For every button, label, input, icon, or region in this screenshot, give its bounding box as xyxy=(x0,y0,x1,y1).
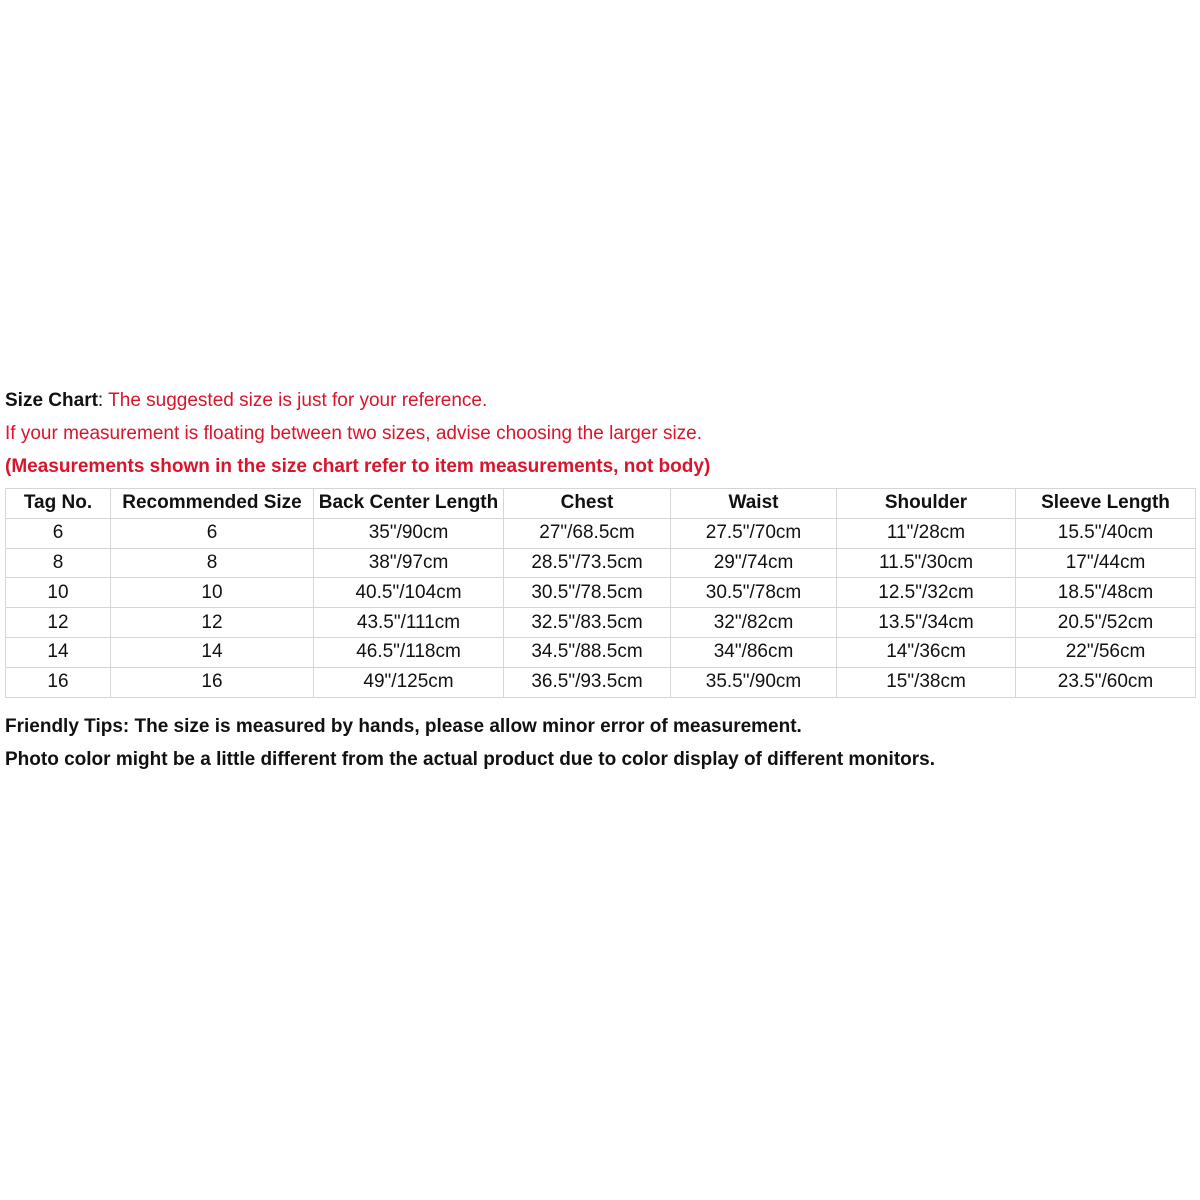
cell-sleeve-length: 23.5"/60cm xyxy=(1016,667,1196,697)
floating-size-advice: If your measurement is floating between two sizes, advise choosing the larger size. xyxy=(5,423,703,444)
cell-back-center-length: 43.5"/111cm xyxy=(314,608,504,638)
cell-chest: 36.5"/93.5cm xyxy=(504,667,671,697)
cell-waist: 30.5"/78cm xyxy=(671,578,837,608)
cell-waist: 34"/86cm xyxy=(671,637,837,667)
cell-back-center-length: 38"/97cm xyxy=(314,548,504,578)
cell-waist: 35.5"/90cm xyxy=(671,667,837,697)
reference-note: The suggested size is just for your reference. xyxy=(108,390,488,411)
label-separator: : xyxy=(97,390,109,411)
cell-recommended-size: 12 xyxy=(111,608,314,638)
cell-chest: 27"/68.5cm xyxy=(504,518,671,548)
cell-shoulder: 11.5"/30cm xyxy=(837,548,1016,578)
friendly-tips xyxy=(5,710,1195,776)
header-shoulder: Shoulder xyxy=(837,489,1016,519)
cell-waist: 29"/74cm xyxy=(671,548,837,578)
table-row xyxy=(6,637,1196,667)
cell-waist: 32"/82cm xyxy=(671,608,837,638)
header-sleeve-length: Sleeve Length xyxy=(1016,489,1196,519)
cell-recommended-size: 14 xyxy=(111,637,314,667)
size-chart-intro-line xyxy=(5,384,1195,417)
table-row xyxy=(6,518,1196,548)
cell-shoulder: 11"/28cm xyxy=(837,518,1016,548)
size-chart-label: Size Chart xyxy=(5,390,98,411)
header-back-center-length: Back Center Length xyxy=(314,489,504,519)
table-row xyxy=(6,578,1196,608)
cell-tag-no: 16 xyxy=(6,667,111,697)
header-waist: Waist xyxy=(671,489,837,519)
cell-tag-no: 8 xyxy=(6,548,111,578)
cell-chest: 28.5"/73.5cm xyxy=(504,548,671,578)
size-table xyxy=(5,488,1196,698)
cell-recommended-size: 10 xyxy=(111,578,314,608)
cell-tag-no: 6 xyxy=(6,518,111,548)
header-recommended-size: Recommended Size xyxy=(111,489,314,519)
cell-recommended-size: 16 xyxy=(111,667,314,697)
cell-tag-no: 14 xyxy=(6,637,111,667)
size-chart-document xyxy=(5,384,1195,776)
cell-sleeve-length: 18.5"/48cm xyxy=(1016,578,1196,608)
cell-recommended-size: 8 xyxy=(111,548,314,578)
cell-chest: 32.5"/83.5cm xyxy=(504,608,671,638)
tips-color-note: Photo color might be a little different from the actual product due to color display of different monitors. xyxy=(5,748,935,770)
cell-shoulder: 13.5"/34cm xyxy=(837,608,1016,638)
cell-shoulder: 14"/36cm xyxy=(837,637,1016,667)
header-chest: Chest xyxy=(504,489,671,519)
tips-measurement-note: Friendly Tips: The size is measured by hands, please allow minor error of measurement. xyxy=(5,715,802,737)
cell-waist: 27.5"/70cm xyxy=(671,518,837,548)
cell-chest: 34.5"/88.5cm xyxy=(504,637,671,667)
cell-sleeve-length: 17"/44cm xyxy=(1016,548,1196,578)
cell-back-center-length: 49"/125cm xyxy=(314,667,504,697)
cell-sleeve-length: 15.5"/40cm xyxy=(1016,518,1196,548)
cell-tag-no: 12 xyxy=(6,608,111,638)
cell-sleeve-length: 22"/56cm xyxy=(1016,637,1196,667)
cell-shoulder: 12.5"/32cm xyxy=(837,578,1016,608)
measurement-disclaimer: (Measurements shown in the size chart refer to item measurements, not body) xyxy=(5,456,711,477)
table-row xyxy=(6,608,1196,638)
cell-recommended-size: 6 xyxy=(111,518,314,548)
cell-chest: 30.5"/78.5cm xyxy=(504,578,671,608)
table-header-row xyxy=(6,489,1196,519)
cell-back-center-length: 46.5"/118cm xyxy=(314,637,504,667)
cell-back-center-length: 40.5"/104cm xyxy=(314,578,504,608)
cell-back-center-length: 35"/90cm xyxy=(314,518,504,548)
table-row xyxy=(6,548,1196,578)
cell-shoulder: 15"/38cm xyxy=(837,667,1016,697)
header-tag-no: Tag No. xyxy=(6,489,111,519)
cell-sleeve-length: 20.5"/52cm xyxy=(1016,608,1196,638)
table-row xyxy=(6,667,1196,697)
cell-tag-no: 10 xyxy=(6,578,111,608)
